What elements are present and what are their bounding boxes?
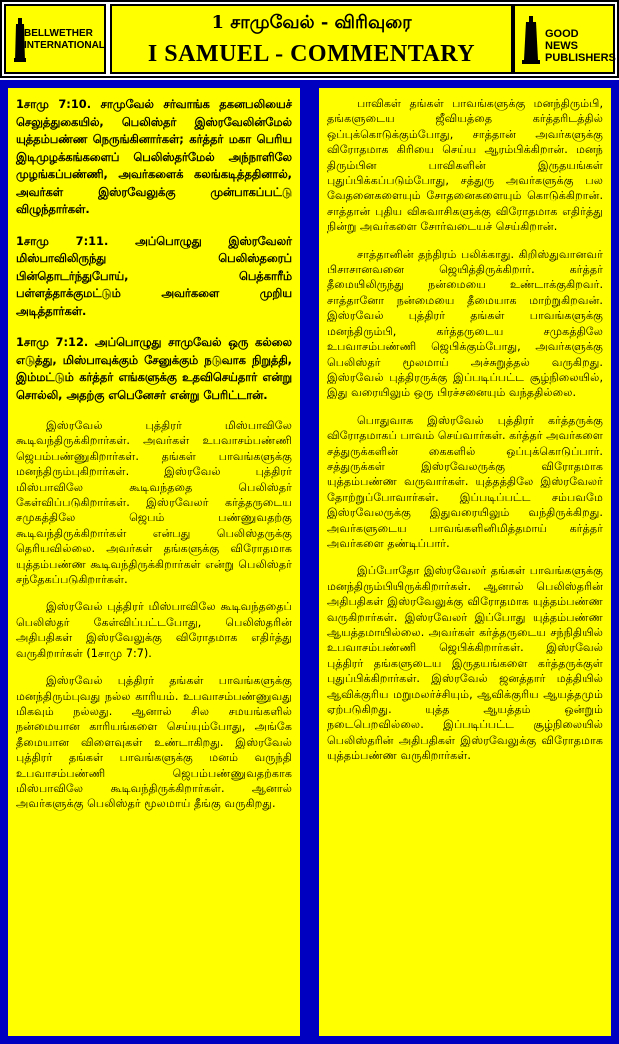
commentary-paragraph: இஸ்ரவேல் புத்திரர் தங்கள் பாவங்களுக்கு மனந்திரும்புவது நல்ல காரியம். உபவாசம்பண்ணுவது மிகவும் நல்லது. ஆனால் சில சமயங்களில் நன்மையான காரியங்களை செய்யும்போது, அங்கே தீமையான விளைவுகள் உண்டாகிறது. இஸ்ரவேல் புத்திரர் தங்கள் பாவங்களுக்கு மனம் வருந்தி உபவாசம்பண்ணி ஜெபம்பண்ணுவதற்காக மிஸ்பாவிலே கூடிவந்திருக்கிறார்கள். ஆனால் அவர்களுக்கு பெலிஸ்தர் மூலமாய் தீங்கு வருகிறது. [16, 674, 292, 811]
logo-line-2: INTERNATIONAL [24, 40, 105, 51]
commentary-paragraph: இஸ்ரவேல் புத்திரர் மிஸ்பாவிலே கூடிவந்திருக்கிறார்கள். அவர்கள் உபவாசம்பண்ணி ஜெபம்பண்ணுகிறார்கள். தங்கள் பாவங்களுக்கு மனந்திரும்புகிறார்கள். இஸ்ரவேல் புத்திரர் மிஸ்பாவிலே கூடிவந்ததை பெலிஸ்தர் கேள்விப்படுகிறார்கள். இஸ்ரவேலர் கர்த்தருடைய சமுகத்திலே ஜெபம் பண்ணுவதற்கு கூடிவந்திருக்கிறார்கள் என்பது பெலிஸ்தருக்கு தெரியவில்லை. அவர்கள் தங்களுக்கு விரோதமாக யுத்தம்பண்ண கூடிவந்திருக்கிறார்கள் என்று பெலிஸ்தர் சந்தேகப்படுகிறார்கள். [16, 419, 292, 587]
logo-line-1: BELLWETHER [24, 28, 93, 39]
commentary-paragraph: இஸ்ரவேல் புத்திரர் மிஸ்பாவிலே கூடிவந்ததைப் பெலிஸ்தர் கேள்விப்பட்டபோது, பெலிஸ்தரின் அதிபதிகள் இஸ்ரவேலுக்கு விரோதமாக எதிர்த்து வருகிறார்கள் (1சாமு 7:7). [16, 600, 292, 660]
logo-line-1: GOOD NEWS [545, 28, 579, 52]
right-column [319, 88, 611, 1036]
left-column [8, 88, 300, 1036]
verse-paragraph: 1சாமு 7:11. அப்பொழுது இஸ்ரவேலர் மிஸ்பாவிலிருந்து பெலிஸ்தரைப் பின்தொடர்ந்துபோய், பெத்காரீம் பள்ளத்தாக்குமட்டும் அவர்களை முறிய அடித்தார்கள். [16, 233, 292, 318]
tower-icon [521, 16, 541, 66]
bellwether-logo [4, 4, 106, 74]
commentary-paragraph: பொதுவாக இஸ்ரவேல் புத்திரர் கர்த்தருக்கு விரோதமாகப் பாவம் செய்வார்கள். கர்த்தர் அவர்களை சத்துருக்களின் கைகளில் ஒப்புக்கொடுப்பார். சத்துருக்கள் இஸ்ரவேலருக்கு விரோதமாக யுத்தம்பண்ண வருவார்கள். யுத்தத்திலே இஸ்ரவேலர் தோற்றுப்போவார்கள். இப்படிப்பட்ட சம்பவமே இஸ்ரவேலருக்கு இதுவரையிலும் வந்திருக்கிறது. அவர்களுடைய பாவங்களினிமித்தமாய் கர்த்தர் அவர்களை தண்டிப்பார். [327, 413, 603, 550]
good-news-logo-text [545, 28, 616, 64]
title-english: I SAMUEL - COMMENTARY [147, 41, 476, 67]
commentary-paragraph: சாத்தானின் தந்திரம் பலிக்காது. கிறிஸ்துவானவர் பிசாசானவனை ஜெயித்திருக்கிறார். கர்த்தர் தீமையிலிருந்து நன்மையை உண்டாக்குகிறவர். சாத்தானோ நன்மையை தீமையாக மாற்றுகிறவன். இஸ்ரவேல் புத்திரர் தங்கள் பாவங்களுக்கு மனந்திரும்பி, கர்த்தருடைய சமுகத்திலே உபவாசம்பண்ணி ஜெபிக்கும்போது, அவர்களுக்கு பெலிஸ்தர் மூலமாய் அச்சுறுத்தல் வருகிறது. இஸ்ரவேல் புத்திரருக்கு இப்படிப்பட்ட சூழ்நிலையில், இது வரையிலும் ஒரு பிரச்சனையும் வந்ததில்லை. [327, 247, 603, 400]
logo-line-2: PUBLISHERS [545, 52, 616, 64]
title-tamil: 1 சாமுவேல் - விரிவுரை [211, 12, 412, 33]
commentary-paragraph: பாவிகள் தங்கள் பாவங்களுக்கு மனந்திரும்பி, தங்களுடைய ஜீவியத்தை கர்த்தரிடத்தில் ஒப்புக்கொடுக்கும்போது, சாத்தான் அவர்களுக்கு விரோதமாக கிரியை செய்ய ஆரம்பிக்கிறான். மனந் திரும்பின பாவிகளின் இருதயங்கள் புதுப்பிக்கப்படும்போது, சத்துரு அவர்களுக்கு பல வேதனைகளையும் சோதனைகளையும் கொடுக்கிறான். சாத்தான் புதிய விசுவாசிகளுக்கு விரோதமாக எதிர்த்து நின்று அவர்களை சோர்வடையச் செய்கிறான். [327, 97, 603, 234]
good-news-logo [513, 4, 615, 74]
bellwether-logo-text [24, 28, 104, 52]
verse-paragraph: 1சாமு 7:10. சாமுவேல் சர்வாங்க தகனபலியைச் செலுத்துகையில், பெலிஸ்தர் இஸ்ரவேலின்மேல் யுத்தம்பண்ண நெருங்கினார்கள்; கர்த்தர் மகா பெரிய இடிமுழக்கங்களைப் பெலிஸ்தர்மேல் அந்நாளிலே முழங்கப்பண்ணி, அவர்களைக் கலங்கடித்ததினால், அவர்கள் இஸ்ரவேலுக்கு முன்பாகப்பட்டு விழுந்தார்கள். [16, 97, 292, 216]
content-area [0, 80, 619, 1044]
title-block [110, 4, 513, 74]
verse-paragraph: 1சாமு 7:12. அப்பொழுது சாமுவேல் ஒரு கல்லை எடுத்து, மிஸ்பாவுக்கும் சேனுக்கும் நடுவாக நிறுத்தி, இம்மட்டும் கர்த்தர் எங்களுக்கு உதவிசெய்தார் என்று சொல்லி, அதற்கு எபெனேசர் என்று பேரிட்டான். [16, 335, 292, 402]
page-header [0, 0, 619, 78]
commentary-paragraph: இப்போதோ இஸ்ரவேலர் தங்கள் பாவங்களுக்கு மனந்திரும்பியிருக்கிறார்கள். ஆனால் பெலிஸ்தரின் அதிபதிகள் இஸ்ரவேலுக்கு விரோதமாக யுத்தம்பண்ண வருகிறார்கள். இஸ்ரவேலர் இப்போது யுத்தம்பண்ண ஆயத்தமாயில்லை. அவர்கள் கர்த்தருடைய சந்நிதியில் உபவாசம்பண்ணி ஜெபிக்கிறார்கள். இஸ்ரவேல் புத்திரர் தங்களுடைய இருதயங்களை கர்த்தருக்குள் புதுப்பிக்கிறார்கள். இஸ்ரவேல் ஜனத்தார் மத்தியில் ஆவிக்குரிய மறுமலர்ச்சியும், ஆவிக்குரிய ஆயத்தமும் ஏற்படுகிறது. யுத்த ஆயத்தம் ஒன்றும் நடைபெறவில்லை. இப்படிப்பட்ட சூழ்நிலையில் பெலிஸ்தரின் அதிபதிகள் இஸ்ரவேலுக்கு விரோதமாக யுத்தம்பண்ண வருகிறார்கள். [327, 564, 603, 763]
